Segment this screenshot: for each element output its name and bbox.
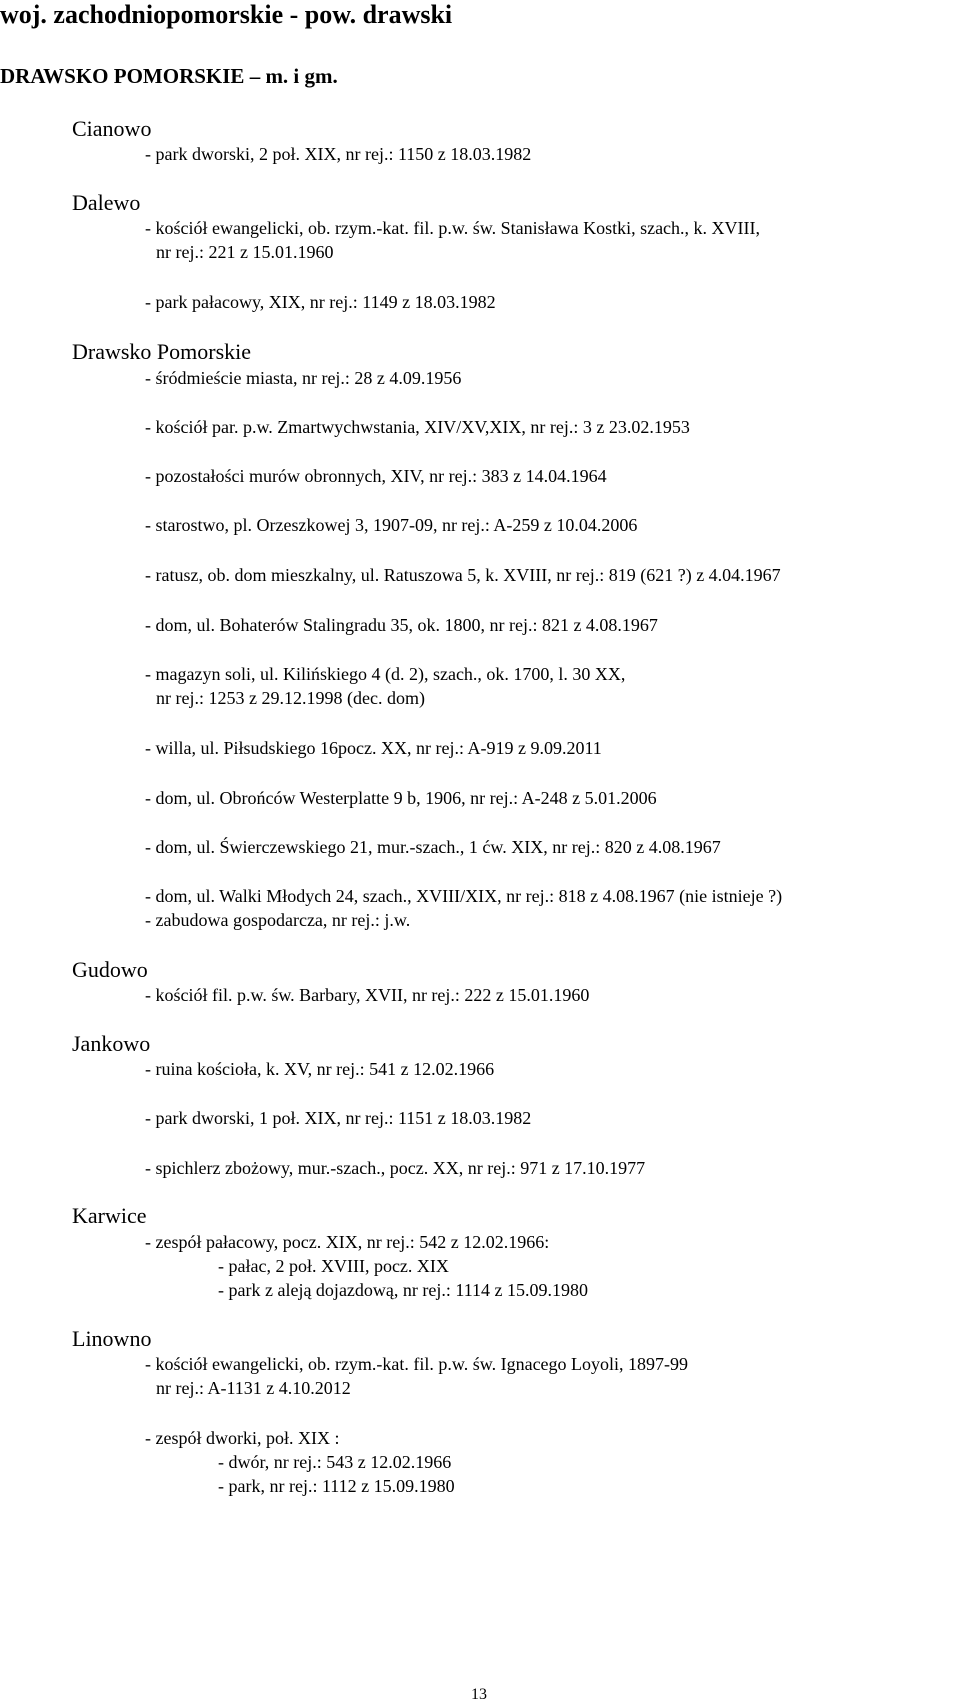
entry-line: - kościół par. p.w. Zmartwychwstania, XIV/XV,XIX, nr rej.: 3 z 23.02.1953 [145,417,690,437]
place-name-karwice: Karwice [72,1203,147,1228]
entry-line: - kościół ewangelicki, ob. rzym.-kat. fil. p.w. św. Ignacego Loyoli, 1897-99 [145,1354,689,1374]
entry-line: - park dworski, 2 poł. XIX, nr rej.: 1150 z 18.03.1982 [145,144,532,164]
entry-line: - park dworski, 1 poł. XIX, nr rej.: 1151 z 18.03.1982 [145,1108,532,1128]
place-name-linowno: Linowno [72,1326,152,1351]
entry-line: - kościół ewangelicki, ob. rzym.-kat. fil. p.w. św. Stanisława Kostki, szach., k. XVIII, [145,218,761,238]
entry-line: - spichlerz zbożowy, mur.-szach., pocz. XX, nr rej.: 971 z 17.10.1977 [145,1158,646,1178]
entry-line: - pozostałości murów obronnych, XIV, nr rej.: 383 z 14.04.1964 [145,466,607,486]
page-number: 13 [471,1686,487,1703]
entry-line: - zespół pałacowy, pocz. XIX, nr rej.: 542 z 12.02.1966: [145,1232,550,1252]
entry-line: nr rej.: 1253 z 29.12.1998 (dec. dom) [156,688,425,708]
entry-line: - dwór, nr rej.: 543 z 12.02.1966 [218,1452,452,1472]
entry-line: - ratusz, ob. dom mieszkalny, ul. Ratuszowa 5, k. XVIII, nr rej.: 819 (621 ?) z 4.04.1967 [145,565,781,585]
place-name-jankowo: Jankowo [72,1031,151,1056]
entry-line: - zespół dworki, poł. XIX : [145,1428,340,1448]
entry-line: - kościół fil. p.w. św. Barbary, XVII, nr rej.: 222 z 15.01.1960 [145,985,590,1005]
entry-line: - park, nr rej.: 1112 z 15.09.1980 [218,1476,455,1496]
entry-line: nr rej.: 221 z 15.01.1960 [156,242,334,262]
entry-line: - starostwo, pl. Orzeszkowej 3, 1907-09, nr rej.: A-259 z 10.04.2006 [145,515,638,535]
commune-heading: DRAWSKO POMORSKIE – m. i gm. [0,64,338,88]
entry-line: - śródmieście miasta, nr rej.: 28 z 4.09.1956 [145,368,462,388]
entry-line: - park pałacowy, XIX, nr rej.: 1149 z 18.03.1982 [145,292,496,312]
entry-line: - park z aleją dojazdową, nr rej.: 1114 z 15.09.1980 [218,1280,589,1300]
entry-line: - pałac, 2 poł. XVIII, pocz. XIX [218,1256,449,1276]
entry-line: - willa, ul. Piłsudskiego 16pocz. XX, nr rej.: A-919 z 9.09.2011 [145,738,602,758]
place-name-drawsko-pomorskie: Drawsko Pomorskie [72,339,252,364]
entry-line: - dom, ul. Obrońców Westerplatte 9 b, 1906, nr rej.: A-248 z 5.01.2006 [145,788,657,808]
entry-line: - dom, ul. Walki Młodych 24, szach., XVIII/XIX, nr rej.: 818 z 4.08.1967 (nie istnieje ?) [145,886,783,906]
entry-line: nr rej.: A-1131 z 4.10.2012 [156,1378,351,1398]
place-name-dalewo: Dalewo [72,190,141,215]
entry-line: - dom, ul. Bohaterów Stalingradu 35, ok. 1800, nr rej.: 821 z 4.08.1967 [145,615,658,635]
region-heading: woj. zachodniopomorskie - pow. drawski [0,0,453,29]
entry-line: - ruina kościoła, k. XV, nr rej.: 541 z 12.02.1966 [145,1059,495,1079]
entry-line: - zabudowa gospodarcza, nr rej.: j.w. [145,910,411,930]
place-name-gudowo: Gudowo [72,957,148,982]
place-name-cianowo: Cianowo [72,116,152,141]
entry-line: - magazyn soli, ul. Kilińskiego 4 (d. 2), szach., ok. 1700, l. 30 XX, [145,664,626,684]
entry-line: - dom, ul. Świerczewskiego 21, mur.-szach., 1 ćw. XIX, nr rej.: 820 z 4.08.1967 [145,837,721,857]
